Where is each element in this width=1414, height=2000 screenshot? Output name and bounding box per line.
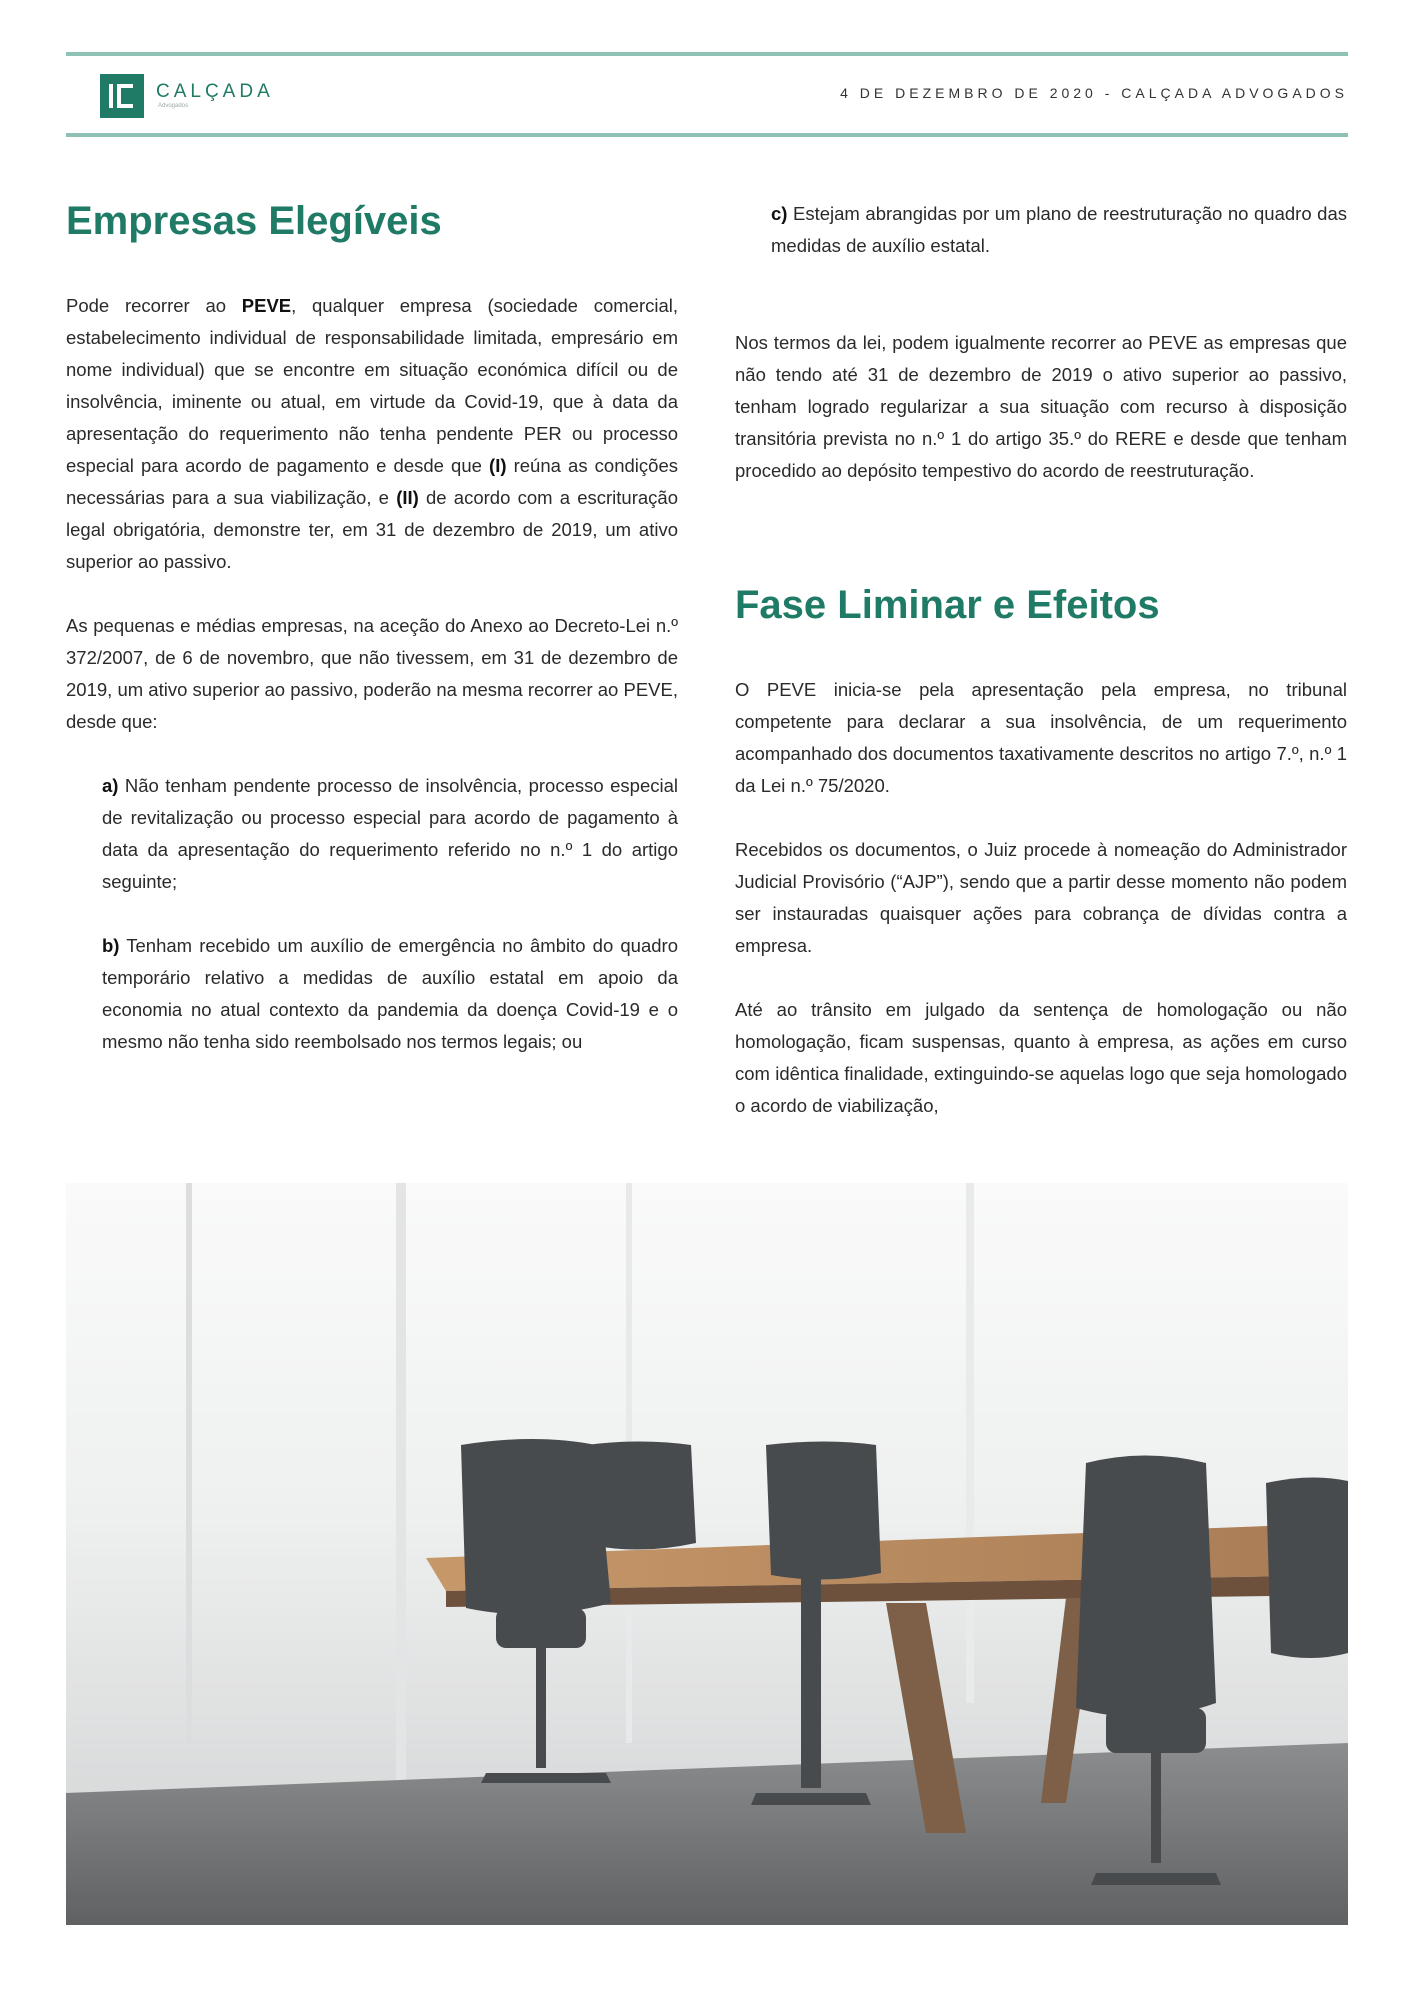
heading-empresas-elegiveis: Empresas Elegíveis [66,199,442,243]
brand-subtitle: Advogados [158,103,189,109]
paragraph: Recebidos os documentos, o Juiz procede à nomeação do Administrador Judicial Provisório (“AJP”), sendo que a partir desse momento não podem ser instauradas quaisquer ações para cobrança de dívidas contra a empresa. [735,839,1347,956]
list-item-b: b) Tenham recebido um auxílio de emergência no âmbito do quadro temporário relativo a medidas de auxílio estatal em apoio da economia no atual contexto da pandemia da doença Covid-19 e o mesmo não tenha sido reembolsado nos termos legais; ou [102,935,678,1052]
paragraph: Nos termos da lei, podem igualmente recorrer ao PEVE as empresas que não tendo até 31 de dezembro de 2019 o ativo superior ao passivo, tenham logrado regularizar a sua situação com recurso à disposição transitória prevista no n.º 1 do artigo 35.º do RERE e desde que tenham procedido ao depósito tempestivo do acordo de reestruturação. [735,332,1347,481]
left-column [66,290,678,1090]
header-rule-top [66,52,1348,56]
paragraph: As pequenas e médias empresas, na aceção do Anexo ao Decreto-Lei n.º 372/2007, de 6 de novembro, que não tivessem, em 31 de dezembro de 2019, um ativo superior ao passivo, poderão na mesma recorrer ao PEVE, desde que: [66,615,678,732]
header-date-firm: 4 DE DEZEMBRO DE 2020 - CALÇADA ADVOGADOS [840,85,1348,101]
right-column-bottom [735,674,1347,1154]
heading-fase-liminar: Fase Liminar e Efeitos [735,583,1160,627]
meeting-room-photo [66,1183,1348,1925]
header-rule-bottom [66,133,1348,137]
logo-mark-icon [100,74,144,118]
paragraph: Pode recorrer ao PEVE, qualquer empresa (sociedade comercial, estabelecimento individual de responsabilidade limitada, empresário em nome individual) que se encontre em situação económica difícil ou de insolvência, iminente ou atual, em virtude da Covid-19, que à data da apresentação do requerimento não tenha pendente PER ou processo especial para acordo de pagamento e desde que (I) reúna as condições necessárias para a sua viabilização, e (II) de acordo com a escrituração legal obrigatória, demonstre ter, em 31 de dezembro de 2019, um ativo superior ao passivo. [66,295,678,572]
brand-logo [100,74,274,118]
paragraph: O PEVE inicia-se pela apresentação pela empresa, no tribunal competente para declarar a sua insolvência, de um requerimento acompanhado dos documentos taxativamente descritos no artigo 7.º, n.º 1 da Lei n.º 75/2020. [735,679,1347,796]
list-item-a: a) Não tenham pendente processo de insolvência, processo especial de revitalização ou processo especial para acordo de pagamento à data da apresentação do requerimento referido no n.º 1 do artigo seguinte; [102,775,678,892]
brand-name: CALÇADA [156,81,274,102]
list-item-c: c) Estejam abrangidas por um plano de reestruturação no quadro das medidas de auxílio estatal. [771,203,1347,256]
paragraph: Até ao trânsito em julgado da sentença de homologação ou não homologação, ficam suspensas, quanto à empresa, as ações em curso com idêntica finalidade, extinguindo-se aquelas logo que seja homologado o acordo de viabilização, [735,999,1347,1116]
right-column-top [735,198,1347,294]
right-column-middle [735,327,1347,519]
